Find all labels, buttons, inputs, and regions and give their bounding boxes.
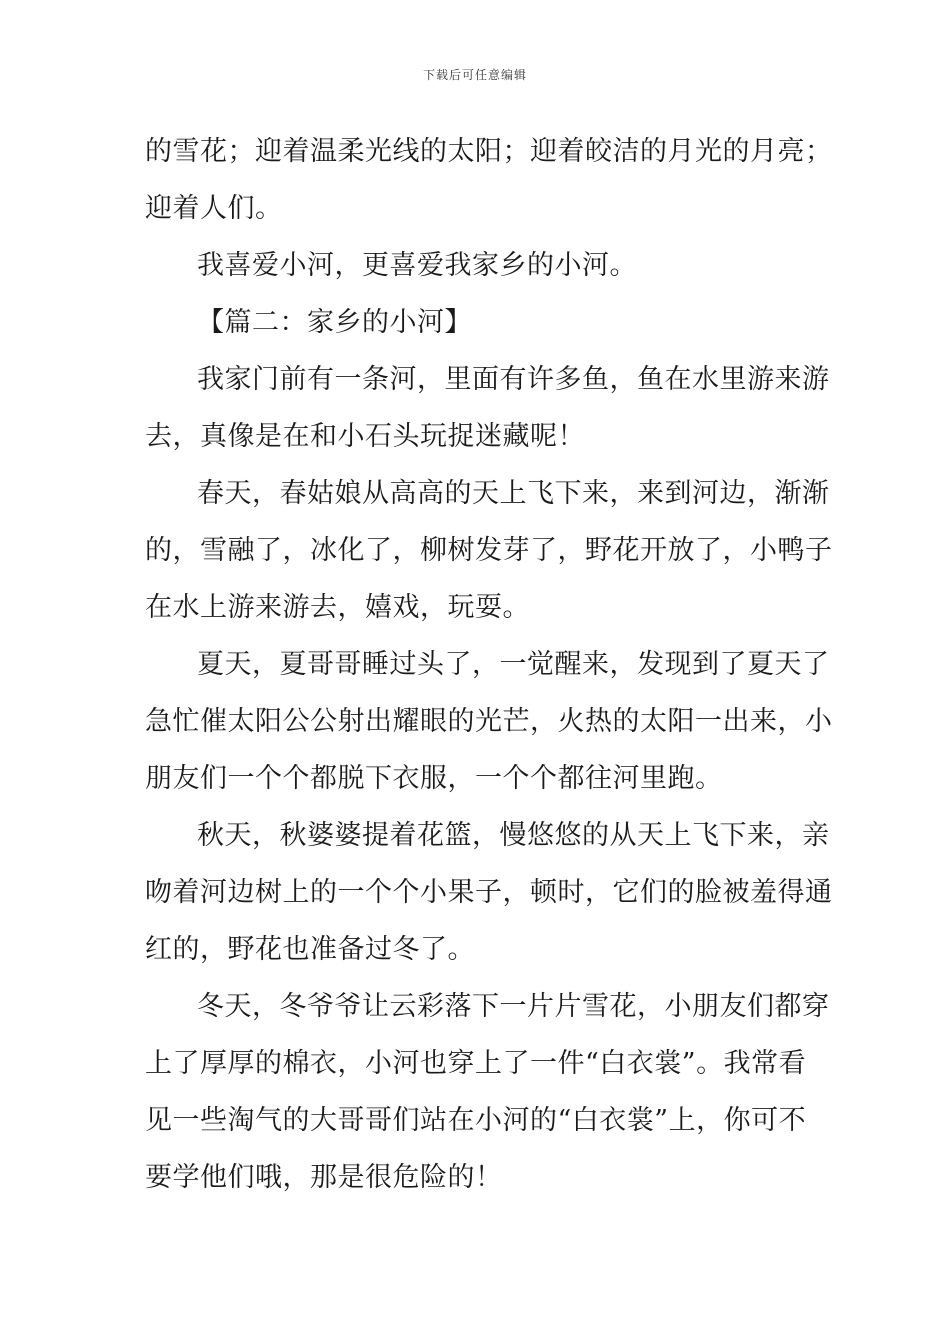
- document-body: [145, 123, 833, 1206]
- text-line: 的雪花；迎着温柔光线的太阳；迎着皎洁的月光的月亮；: [145, 136, 833, 167]
- text-line: 春天，春姑娘从高高的天上飞下来，来到河边，渐渐: [197, 478, 830, 509]
- page-header: 下载后可任意编辑: [422, 68, 527, 82]
- text-line: 迎着人们。: [145, 193, 283, 224]
- text-line: 冬天，冬爷爷让云彩落下一片片雪花，小朋友们都穿: [197, 991, 830, 1022]
- text-line: 上了厚厚的棉衣，小河也穿上了一件“白衣裳”。我常看: [145, 1048, 807, 1079]
- text-line: 的，雪融了，冰化了，柳树发芽了，野花开放了，小鸭子: [145, 535, 833, 566]
- text-line: 去，真像是在和小石头玩捉迷藏呢！: [145, 421, 585, 452]
- text-line: 夏天，夏哥哥睡过头了，一觉醒来，发现到了夏天了: [197, 649, 830, 680]
- text-line: 我家门前有一条河，里面有许多鱼，鱼在水里游来游: [197, 364, 830, 395]
- text-line: 朋友们一个个都脱下衣服，一个个都往河里跑。: [145, 763, 723, 794]
- section-heading: 【篇二：家乡的小河】: [197, 307, 472, 338]
- text-line: 在水上游来游去，嬉戏，玩耍。: [145, 592, 530, 623]
- text-line: 吻着河边树上的一个个小果子，顿时，它们的脸被羞得通: [145, 877, 833, 908]
- text-line: 见一些淘气的大哥哥们站在小河的“白衣裳”上，你可不: [145, 1105, 807, 1136]
- text-line: 秋天，秋婆婆提着花篮，慢悠悠的从天上飞下来，亲: [197, 820, 830, 851]
- text-line: 要学他们哦，那是很危险的！: [145, 1162, 503, 1193]
- text-line: 我喜爱小河，更喜爱我家乡的小河。: [197, 250, 637, 281]
- text-line: 红的，野花也准备过冬了。: [145, 934, 475, 965]
- text-line: 急忙催太阳公公射出耀眼的光芒，火热的太阳一出来，小: [145, 706, 833, 737]
